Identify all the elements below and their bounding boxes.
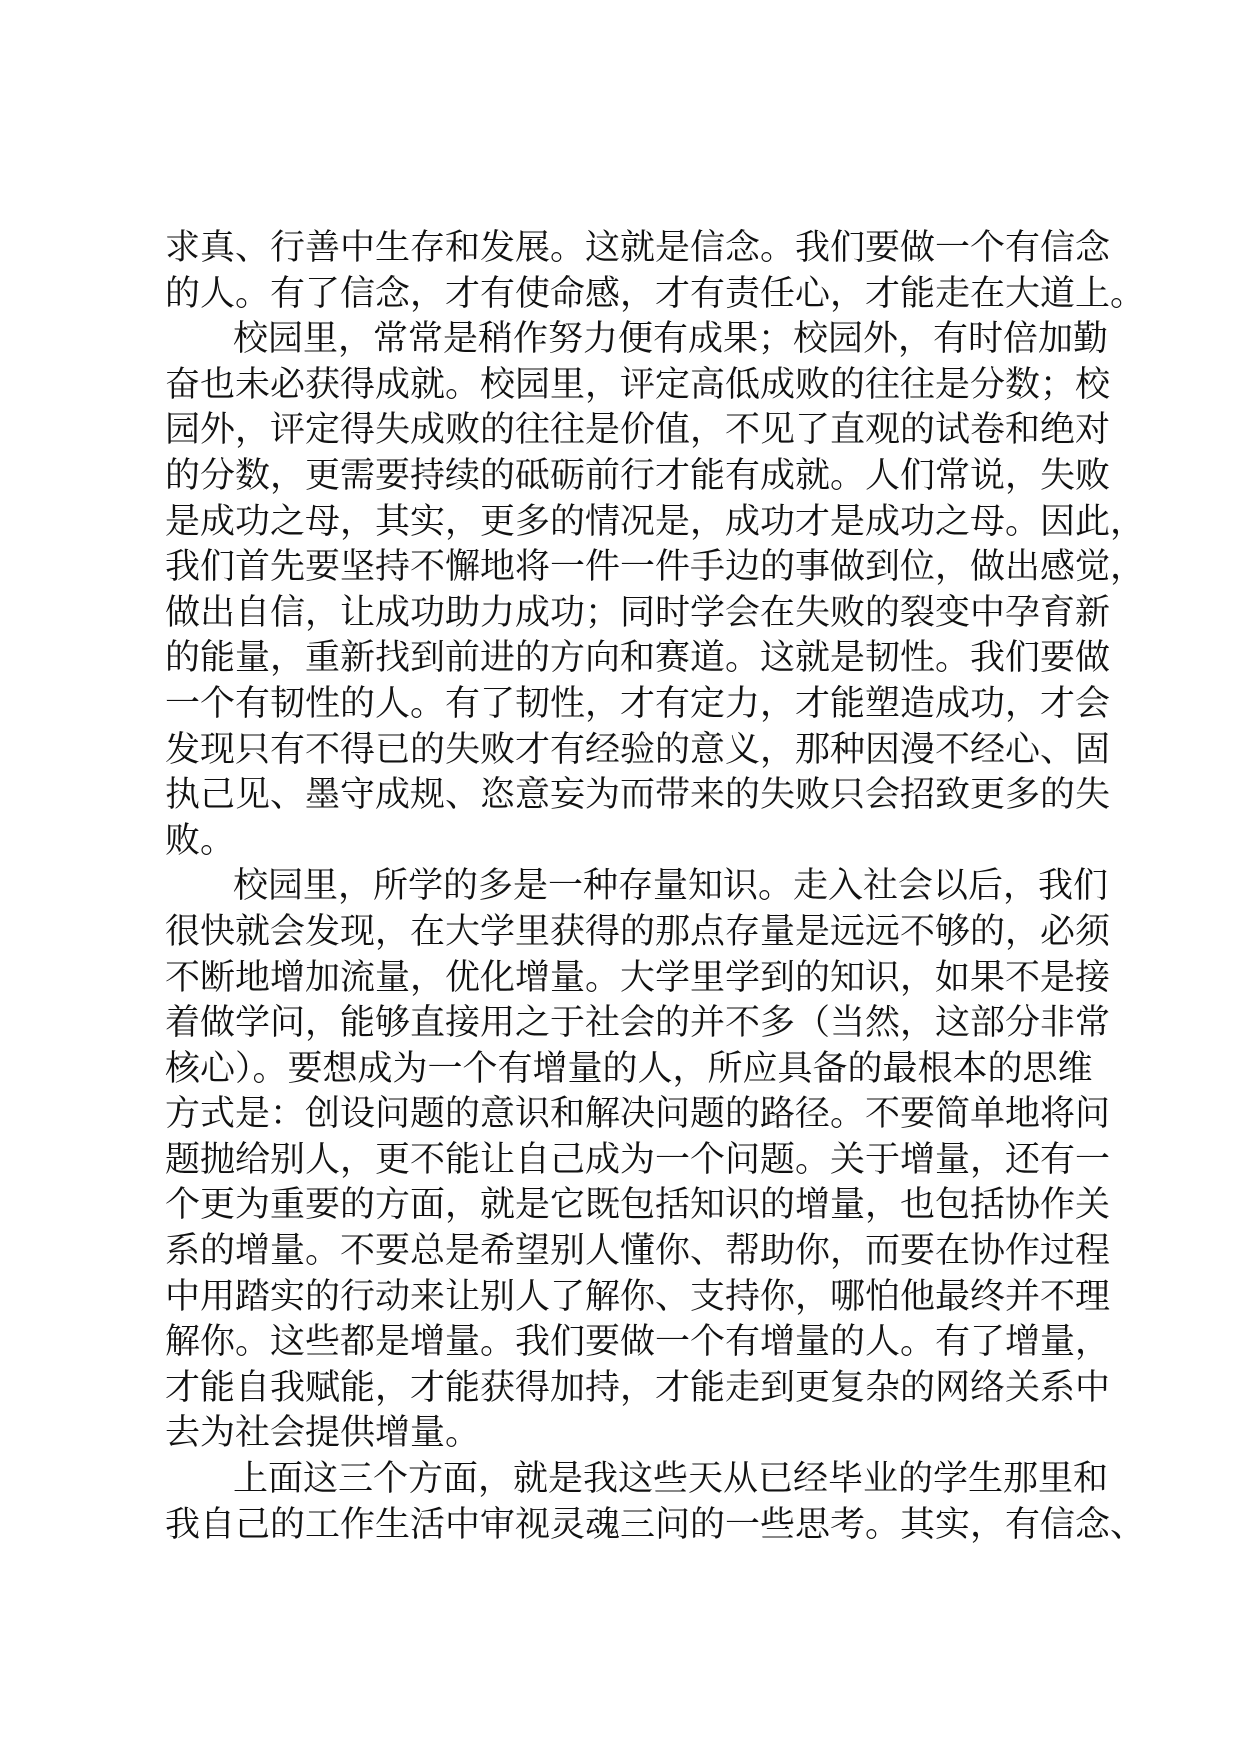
paragraph-start-line: 校园里，常常是稍作努力便有成果；校园外，有时倍加勤 [233, 319, 1109, 360]
text-line: 一个有韧性的人。有了韧性，才有定力，才能塑造成功，才会 [165, 683, 1111, 724]
text-line: 的人。有了信念，才有使命感，才有责任心，才能走在大道上。 [165, 273, 1146, 314]
text-line: 奋也未必获得成就。校园里，评定高低成败的往往是分数；校 [165, 364, 1111, 405]
text-line: 方式是：创设问题的意识和解决问题的路径。不要简单地将问 [165, 1094, 1111, 1135]
text-line: 着做学问，能够直接用之于社会的并不多（当然，这部分非常 [165, 1003, 1111, 1044]
text-line: 是成功之母，其实，更多的情况是，成功才是成功之母。因此， [165, 501, 1146, 542]
text-line: 核心）。要想成为一个有增量的人，所应具备的最根本的思维 [165, 1048, 1093, 1089]
text-line: 发现只有不得已的失败才有经验的意义，那种因漫不经心、固 [165, 729, 1111, 770]
text-line: 我们首先要坚持不懈地将一件一件手边的事做到位，做出感觉， [165, 547, 1146, 588]
text-line: 中用踏实的行动来让别人了解你、支持你，哪怕他最终并不理 [165, 1276, 1111, 1317]
text-line: 执己见、墨守成规、恣意妄为而带来的失败只会招致更多的失 [165, 775, 1111, 816]
text-line: 不断地增加流量，优化增量。大学里学到的知识，如果不是接 [165, 957, 1111, 998]
body-text [165, 226, 1146, 1548]
text-line: 去为社会提供增量。 [165, 1413, 481, 1454]
paragraph-start-line: 上面这三个方面，就是我这些天从已经毕业的学生那里和 [233, 1459, 1109, 1500]
text-line: 很快就会发现，在大学里获得的那点存量是远远不够的，必须 [165, 911, 1111, 952]
text-line: 题抛给别人，更不能让自己成为一个问题。关于增量，还有一 [165, 1139, 1111, 1180]
text-line: 做出自信，让成功助力成功；同时学会在失败的裂变中孕育新 [165, 592, 1111, 633]
text-line: 系的增量。不要总是希望别人懂你、帮助你，而要在协作过程 [165, 1231, 1111, 1272]
text-line: 我自己的工作生活中审视灵魂三问的一些思考。其实，有信念、 [165, 1504, 1146, 1545]
text-line: 个更为重要的方面，就是它既包括知识的增量，也包括协作关 [165, 1185, 1111, 1226]
text-line: 的分数，更需要持续的砥砺前行才能有成就。人们常说，失败 [165, 455, 1111, 496]
text-line: 败。 [165, 820, 236, 861]
text-line: 的能量，重新找到前进的方向和赛道。这就是韧性。我们要做 [165, 638, 1111, 679]
text-line: 求真、行善中生存和发展。这就是信念。我们要做一个有信念 [165, 228, 1111, 268]
text-line: 才能自我赋能，才能获得加持，才能走到更复杂的网络关系中 [165, 1367, 1111, 1408]
text-line: 园外，评定得失成败的往往是价值，不见了直观的试卷和绝对 [165, 410, 1111, 451]
text-line: 解你。这些都是增量。我们要做一个有增量的人。有了增量， [165, 1322, 1111, 1363]
paragraph-start-line: 校园里，所学的多是一种存量知识。走入社会以后，我们 [233, 866, 1109, 907]
